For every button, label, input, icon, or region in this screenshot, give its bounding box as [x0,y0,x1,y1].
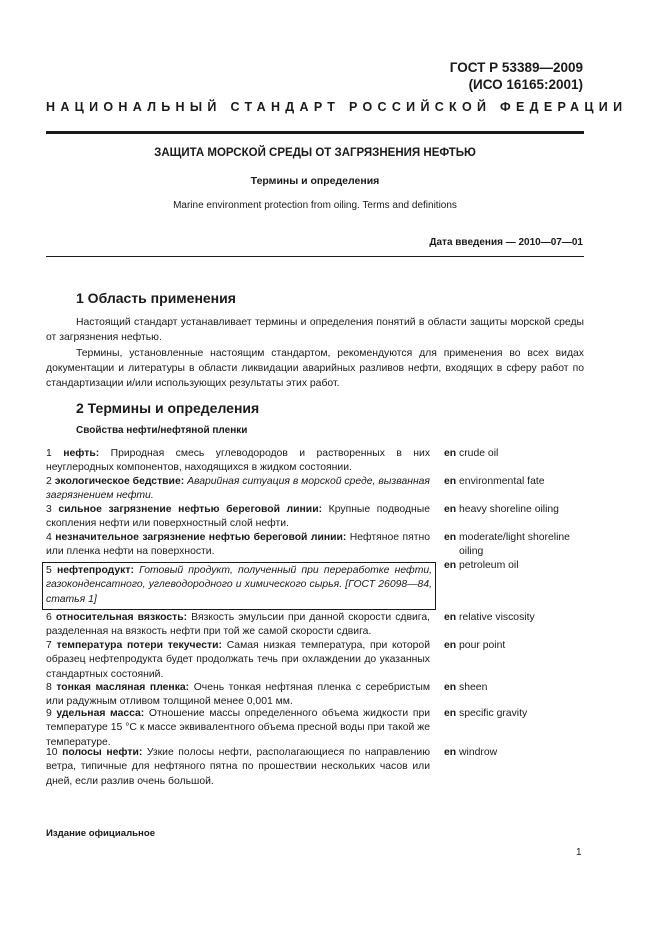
introduction-date: Дата введения — 2010—07—01 [429,237,583,248]
english-title: Marine environment protection from oiling. Terms and definitions [173,200,457,211]
header-rule [46,131,584,134]
section-2-heading: 2 Термины и определения [76,400,260,416]
page-number: 1 [576,847,582,858]
term-english: en heavy shoreline oiling [444,504,559,515]
date-rule [46,256,584,257]
term-entry: 10 полосы нефти: Узкие полосы нефти, располагающиеся по направлению ветра, типичные для нефтяного пятна по прошествии нескольких часов или дней, если разлив очень большой. [46,747,430,787]
document-number: ГОСТ Р 53389—2009 [449,60,583,75]
term-english: en moderate/light shoreline oiling [444,532,570,557]
term-entry: 3 сильное загрязнение нефтью береговой линии: Крупные подводные скопления нефти или поверхностный слой нефти. [46,504,431,530]
term-entry: 8 тонкая масляная пленка: Очень тонкая нефтяная пленка с серебристым или радужным отливом толщиной менее 0,001 мм. [46,682,431,708]
term-english: en environmental fate [444,476,545,487]
section-1-heading: 1 Область применения [76,290,236,306]
term-entry: 7 температура потери текучести: Самая низкая температура, при которой образец нефтепродукта будет продолжать течь при охлаждении до указанных стандартных состояний. [46,640,430,680]
term-entry: 2 экологическое бедствие: Аварийная ситуация в морской среде, вызванная загрязнением нефти. [46,476,430,502]
term-entry: 9 удельная масса: Отношение массы определенного объема жидкости при температуре 15 °С к массе эквивалентного объема пресной воды при такой же температуре. [46,708,431,748]
term-english: en specific gravity [444,708,528,719]
term-english: en relative viscosity [444,612,535,623]
section-2-subheading: Свойства нефти/нефтяной пленки [76,425,248,436]
term-entry: 4 незначительное загрязнение нефтью береговой линии: Нефтяное пятно или пленка нефти на поверхности. [46,532,430,558]
document-title: ЗАЩИТА МОРСКОЙ СРЕДЫ ОТ ЗАГРЯЗНЕНИЯ НЕФТЬЮ [154,147,476,159]
term-english: en pour point [444,640,506,651]
term-entry-boxed: 5 нефтепродукт: Готовый продукт, полученный при переработке нефти, газоконденсатного, углеводородного и химического сырья. [ГОСТ 26098—84, статья 1] [42,562,436,610]
section-1-paragraph: Настоящий стандарт устанавливает термины и определения понятий в области защиты морской среды от загрязнения нефтью. [46,317,584,343]
national-standard-banner: НАЦИОНАЛЬНЫЙ СТАНДАРТ РОССИЙСКОЙ ФЕДЕРАЦИИ [46,100,628,114]
official-edition-note: Издание официальное [46,828,156,839]
term-english: en petroleum oil [444,560,519,571]
term-english: en sheen [444,682,488,693]
section-1-paragraph: Термины, установленные настоящим стандартом, рекомендуются для применения во всех видах документации и литературы в области ликвидации аварийных разливов нефти, входящих в сферу работ по стандартизации и/или использующих результаты этих работ. [46,348,584,389]
document-subtitle: Термины и определения [250,175,380,187]
term-entry: 1 нефть: Природная смесь углеводородов и растворенных в них неуглеродных компонентов, находящихся в жидком состоянии. [46,448,431,474]
iso-number: (ИСО 16165:2001) [468,77,583,92]
term-english: en crude oil [444,448,499,459]
term-entry: 6 относительная вязкость: Вязкость эмульсии при данной скорости сдвига, разделенная на вязкость нефти при той же самой скорости сдвига. [46,612,430,638]
term-english: en windrow [444,747,498,758]
